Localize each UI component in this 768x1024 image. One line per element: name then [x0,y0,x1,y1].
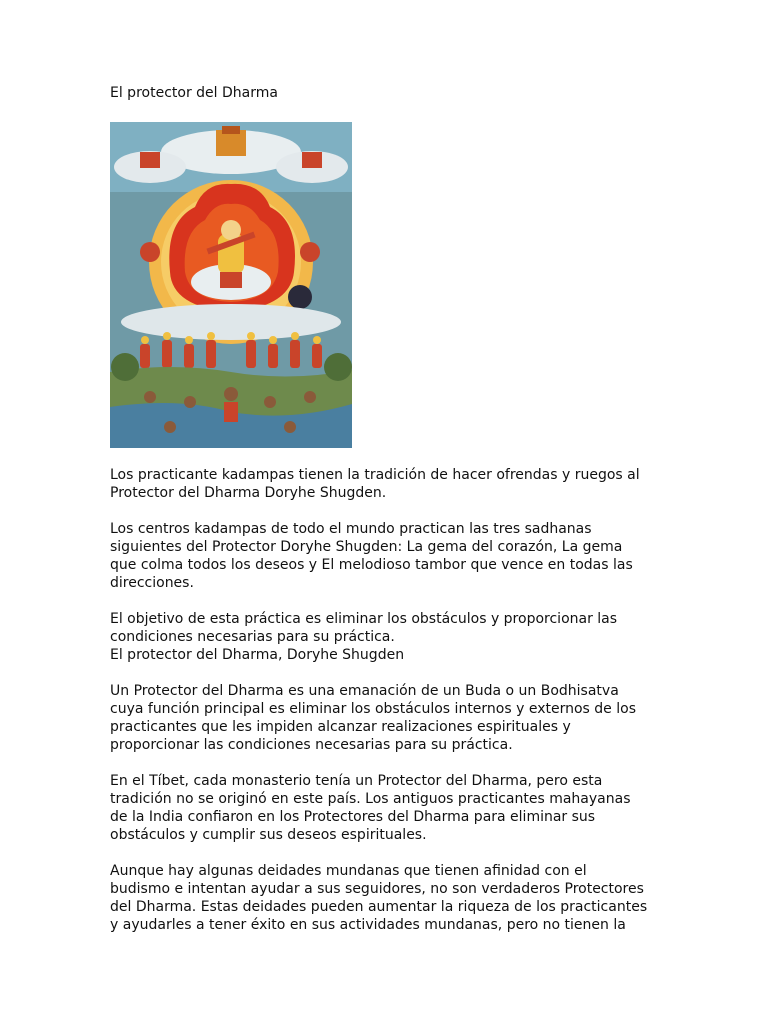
paragraph: Aunque hay algunas deidades mundanas que tienen afinidad con el budismo e intentan ayudar a sus seguidores, no son verdaderos Protectores del Dharma. Estas deidades pueden aumentar la riqueza de los practicantes y ayudarles a tener éxito en sus actividades mundanas, pero no tienen la [110,863,648,933]
document-title: El protector del Dharma [110,85,278,101]
thangka-painting-image [110,122,352,448]
paragraph: En el Tíbet, cada monasterio tenía un Protector del Dharma, pero esta tradición no se originó en este país. Los antiguos practicantes mahayanas de la India confiaron en los Protectores del Dharma para eliminar sus obstáculos y cumplir sus deseos espirituales. [110,773,631,843]
document-body [110,466,670,952]
paragraph: Los practicante kadampas tienen la tradición de hacer ofrendas y ruegos al Protector del Dharma Doryhe Shugden. [110,467,640,501]
paragraph: El objetivo de esta práctica es eliminar los obstáculos y proporcionar las condiciones necesarias para su práctica. El protector del Dharma, Doryhe Shugden [110,611,618,663]
paragraph: Los centros kadampas de todo el mundo practican las tres sadhanas siguientes del Protector Doryhe Shugden: La gema del corazón, La gema que colma todos los deseos y El melodioso tambor que vence en todas las direcciones. [110,521,633,591]
paragraph: Un Protector del Dharma es una emanación de un Buda o un Bodhisatva cuya función principal es eliminar los obstáculos internos y externos de los practicantes que les impiden alcanzar realizaciones espirituales y proporcionar las condiciones necesarias para su práctica. [110,683,636,753]
